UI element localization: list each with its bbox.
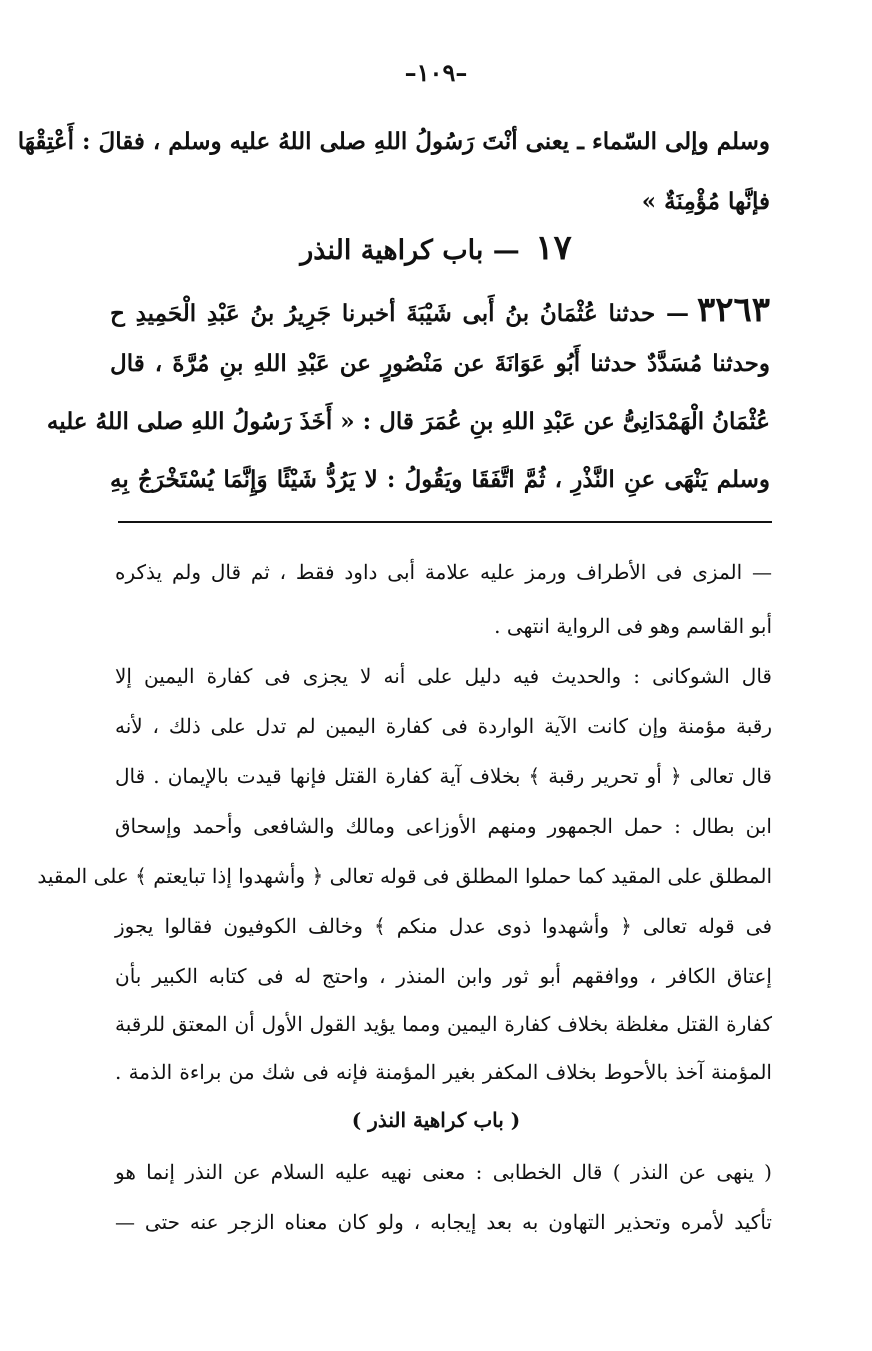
commentary-line-7: المطلق على المقيد كما حملوا المطلق فى قوله تعالى ﴿ وأشهدوا إذا تبايعتم ﴾ على المقيد	[37, 864, 772, 888]
hadith-line-1-text: — حدثنا عُثْمَانُ بنُ أَبى شَيْبَةَ أخبرنا جَرِيرُ بنُ عَبْدِ الْحَمِيدِ ح	[110, 300, 689, 327]
commentary-after-line-2: تأكيد لأمره وتحذير التهاون به بعد إيجابه ، ولو كان معناه الزجر عنه حتى —	[115, 1210, 772, 1234]
commentary-line-11: المؤمنة آخذ بالأحوط بخلاف المكفر بغير المؤمنة فإنه فى شك من براءة الذمة .	[115, 1060, 772, 1084]
sub-heading: ( باب كراهية النذر )	[351, 1108, 521, 1132]
commentary-line-4: رقبة مؤمنة وإن كانت الآية الواردة فى كفارة اليمين لم تدل على ذلك ، لأنه	[115, 714, 772, 738]
hadith-line-2: وحدثنا مُسَدَّدٌ حدثنا أَبُو عَوَانَةَ عن مَنْصُورٍ عن عَبْدِ اللهِ بنِ مُرَّةَ ، قال	[110, 350, 770, 377]
commentary-line-2: أبو القاسم وهو فى الرواية انتهى .	[494, 614, 772, 638]
chapter-heading	[0, 228, 872, 268]
commentary-line-5: قال تعالى ﴿ أو تحرير رقبة ﴾ بخلاف آية كفارة القتل فإنها قيدت بالإيمان . قال	[115, 764, 772, 788]
chapter-number: ١٧	[535, 228, 572, 268]
hadith-line-1	[110, 290, 770, 330]
commentary-line-10: كفارة القتل مغلظة بخلاف كفارة اليمين ومما يؤيد القول الأول أن المعتق للرقبة	[115, 1012, 772, 1036]
commentary-line-1: — المزى فى الأطراف ورمز عليه علامة أبى داود فقط ، ثم قال ولم يذكره	[115, 560, 772, 584]
hadith-line-4: وسلم يَنْهَى عنِ النَّذْرِ ، ثُمَّ اتَّفَقَا ويَقُولُ : لا يَرُدُّ شَيْئًا وَإِنَّمَا يُسْتَخْرَجُ بِهِ	[110, 466, 770, 493]
hadith-continuation-line-2: فإنَّها مُؤْمِنَةٌ »	[641, 188, 770, 215]
hadith-continuation-line-1: وسلم وإلى السّماء ـ يعنى أنْتَ رَسُولُ اللهِ صلى اللهُ عليه وسلم ، فقالَ : أَعْتِقْهَا	[17, 128, 770, 155]
hadith-number: ٣٢٦٣	[696, 290, 770, 330]
commentary-line-6: ابن بطال : حمل الجمهور ومنهم الأوزاعى ومالك والشافعى وأحمد وإسحاق	[115, 814, 772, 838]
commentary-after-line-1: ( ينهى عن النذر ) قال الخطابى : معنى نهيه عليه السلام عن النذر إنما هو	[115, 1160, 772, 1184]
chapter-title: — باب كراهية النذر	[300, 235, 520, 266]
commentary-line-3: قال الشوكانى : والحديث فيه دليل على أنه لا يجزى فى كفارة اليمين إلا	[115, 664, 772, 688]
commentary-line-8: فى قوله تعالى ﴿ وأشهدوا ذوى عدل منكم ﴾ وخالف الكوفيون فقالوا يجوز	[115, 914, 772, 938]
footnote-divider	[118, 521, 772, 523]
hadith-line-3: عُثْمَانُ الْهَمْدَانِىُّ عن عَبْدِ اللهِ بنِ عُمَرَ قال : « أَخَذَ رَسُولُ اللهِ صلى اللهُ عليه	[46, 408, 770, 435]
page-number: –١٠٩–	[404, 58, 468, 87]
commentary-line-9: إعتاق الكافر ، ووافقهم أبو ثور وابن المنذر ، واحتج له فى كتابه الكبير بأن	[115, 964, 772, 988]
